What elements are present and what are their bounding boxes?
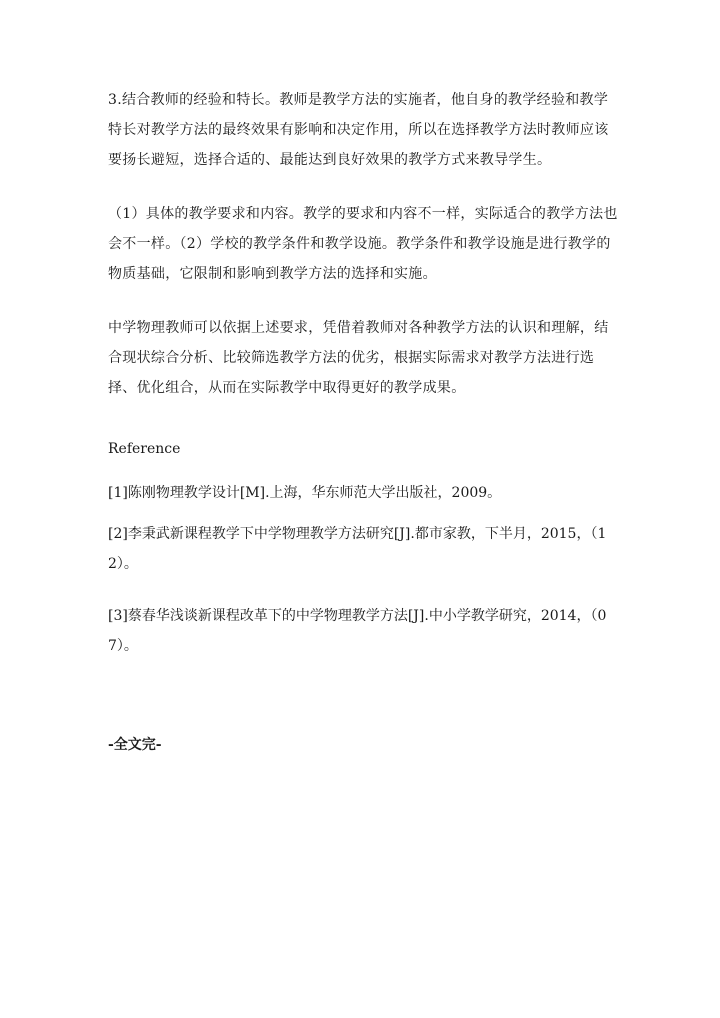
end-of-text-marker: -全文完- xyxy=(108,737,162,753)
reference-item-3: [3]蔡春华浅谈新课程改革下的中学物理教学方法[J].中小学教学研究，2014，（07）。 xyxy=(108,608,607,654)
paragraph-conclusion: 中学物理教师可以依据上述要求，凭借着教师对各种教学方法的认识和理解，结合现状综合分析、比较筛选教学方法的优劣，根据实际需求对教学方法进行选择、优化组合，从而在实际教学中取得更好的教学成果。 xyxy=(108,320,609,396)
reference-item-1: [1]陈刚物理教学设计[M].上海，华东师范大学出版社，2009。 xyxy=(108,485,502,501)
reference-heading: Reference xyxy=(108,441,181,457)
paragraph-teacher-experience: 3.结合教师的经验和特长。教师是教学方法的实施者，他自身的教学经验和教学特长对教学方法的最终效果有影响和决定作用，所以在选择教学方法时教师应该要扬长避短，选择合适的、最能达到良好效果的教学方式来教导学生。 xyxy=(108,92,609,168)
paragraph-requirements-conditions: （1）具体的教学要求和内容。教学的要求和内容不一样，实际适合的教学方法也会不一样。（2）学校的教学条件和教学设施。教学条件和教学设施是进行教学的物质基础，它限制和影响到教学方法的选择和实施。 xyxy=(108,206,618,282)
reference-item-2: [2]李秉武新课程教学下中学物理教学方法研究[J].都市家教，下半月，2015，（12）。 xyxy=(108,526,607,572)
